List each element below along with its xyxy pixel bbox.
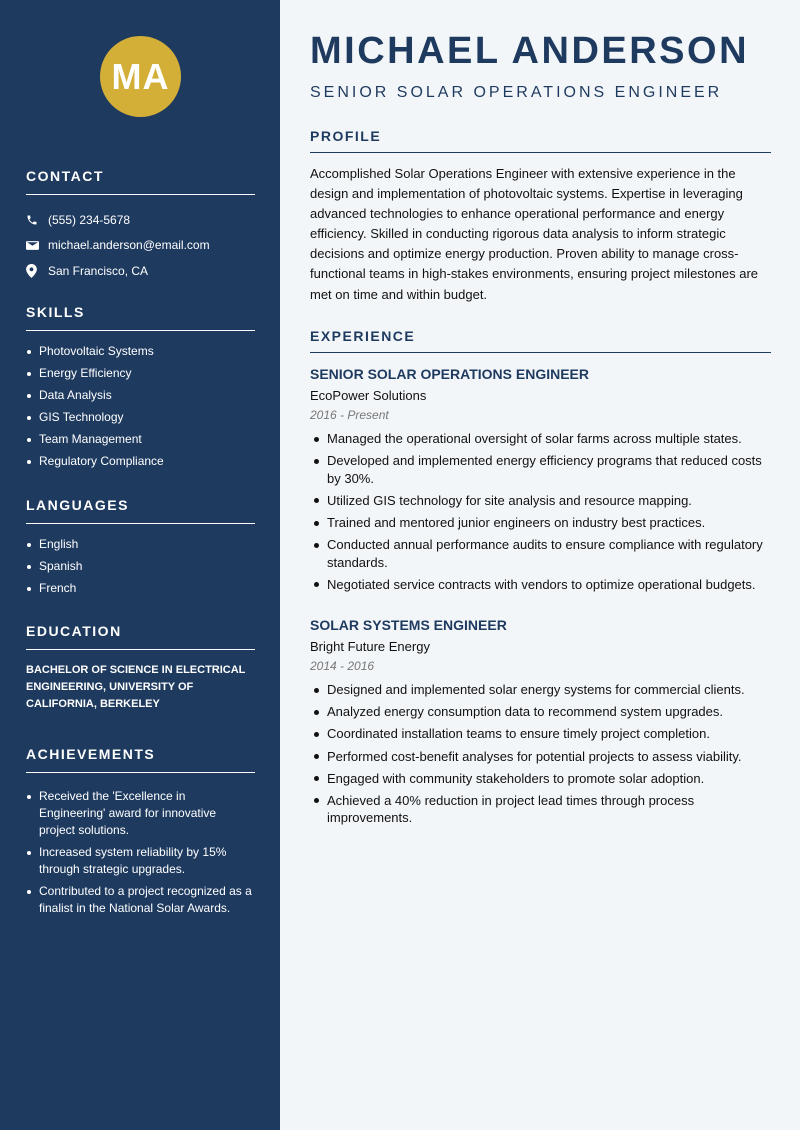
education-degree: BACHELOR OF SCIENCE IN ELECTRICAL ENGINEERING, UNIVERSITY OF CALIFORNIA, BERKELEY [26,664,246,710]
job-bullet: Trained and mentored junior engineers on industry best practices. [310,514,771,532]
job-entry [310,366,771,598]
languages-heading: LANGUAGES [26,497,255,524]
job-bullet: Analyzed energy consumption data to recommend system upgrades. [310,703,771,721]
contact-location [26,258,255,284]
language-item: English [26,536,255,553]
job-dates: 2016 - Present [310,408,389,422]
languages-section [26,497,255,602]
contact-phone [26,207,255,233]
phone-icon [26,214,48,226]
job-bullets [310,681,771,827]
job-bullet: Performed cost-benefit analyses for potential projects to assess viability. [310,748,771,766]
avatar: MA [100,36,181,117]
contact-location-text: San Francisco, CA [48,263,149,278]
profile-heading: PROFILE [310,128,771,153]
job-bullet: Achieved a 40% reduction in project lead times through process improvements. [310,792,771,827]
achievements-section [26,746,255,922]
job-bullet: Developed and implemented energy efficiency programs that reduced costs by 30%. [310,452,771,487]
skill-item: Team Management [26,431,255,448]
contact-section [26,168,255,284]
skill-item: Regulatory Compliance [26,453,255,470]
job-bullets [310,430,771,593]
job-bullet: Negotiated service contracts with vendors to optimize operational budgets. [310,576,771,594]
candidate-title: SENIOR SOLAR OPERATIONS ENGINEER [310,84,723,101]
skill-item: Photovoltaic Systems [26,343,255,360]
education-section [26,623,255,713]
job-company: EcoPower Solutions [310,388,427,403]
job-bullet: Coordinated installation teams to ensure timely project completion. [310,725,771,743]
contact-heading: CONTACT [26,168,255,195]
job-title: SOLAR SYSTEMS ENGINEER [310,617,507,633]
location-pin-icon [26,264,48,278]
skill-item: Energy Efficiency [26,365,255,382]
experience-heading: EXPERIENCE [310,328,771,353]
sidebar [0,0,280,1130]
skills-heading: SKILLS [26,304,255,331]
job-title: SENIOR SOLAR OPERATIONS ENGINEER [310,366,589,382]
job-entry [310,617,771,832]
achievement-item: Increased system reliability by 15% through strategic upgrades. [26,844,255,878]
languages-list [26,536,255,597]
profile-text: Accomplished Solar Operations Engineer with extensive experience in the design and implementation of photovoltaic systems. Expertise in leveraging advanced technologies to enhance operational performance and energy efficiency. Skilled in conducting rigorous data analysis to inform strategic decisions and optimize energy production. Proven ability to manage cross-functional teams in high-stakes environments, ensuring project milestones are met on time and within budget. [310,166,759,302]
language-item: Spanish [26,558,255,575]
skills-list [26,343,255,470]
achievements-heading: ACHIEVEMENTS [26,746,255,773]
job-dates: 2014 - 2016 [310,659,375,673]
skill-item: GIS Technology [26,409,255,426]
job-bullet: Utilized GIS technology for site analysis and resource mapping. [310,492,771,510]
job-bullet: Engaged with community stakeholders to promote solar adoption. [310,770,771,788]
skill-item: Data Analysis [26,387,255,404]
achievements-list [26,788,255,917]
job-bullet: Designed and implemented solar energy systems for commercial clients. [310,681,771,699]
contact-phone-text: (555) 234-5678 [48,212,131,227]
language-item: French [26,580,255,597]
job-bullet: Conducted annual performance audits to ensure compliance with regulatory standards. [310,536,771,571]
achievement-item: Contributed to a project recognized as a finalist in the National Solar Awards. [26,883,255,917]
job-company: Bright Future Energy [310,639,430,654]
skills-section [26,304,255,476]
contact-email [26,233,255,259]
job-bullet: Managed the operational oversight of solar farms across multiple states. [310,430,771,448]
education-heading: EDUCATION [26,623,255,650]
contact-email-text: michael.anderson@email.com [48,238,210,253]
mail-icon [26,240,48,251]
achievement-item: Received the 'Excellence in Engineering' award for innovative project solutions. [26,788,255,839]
candidate-name: MICHAEL ANDERSON [310,30,750,72]
